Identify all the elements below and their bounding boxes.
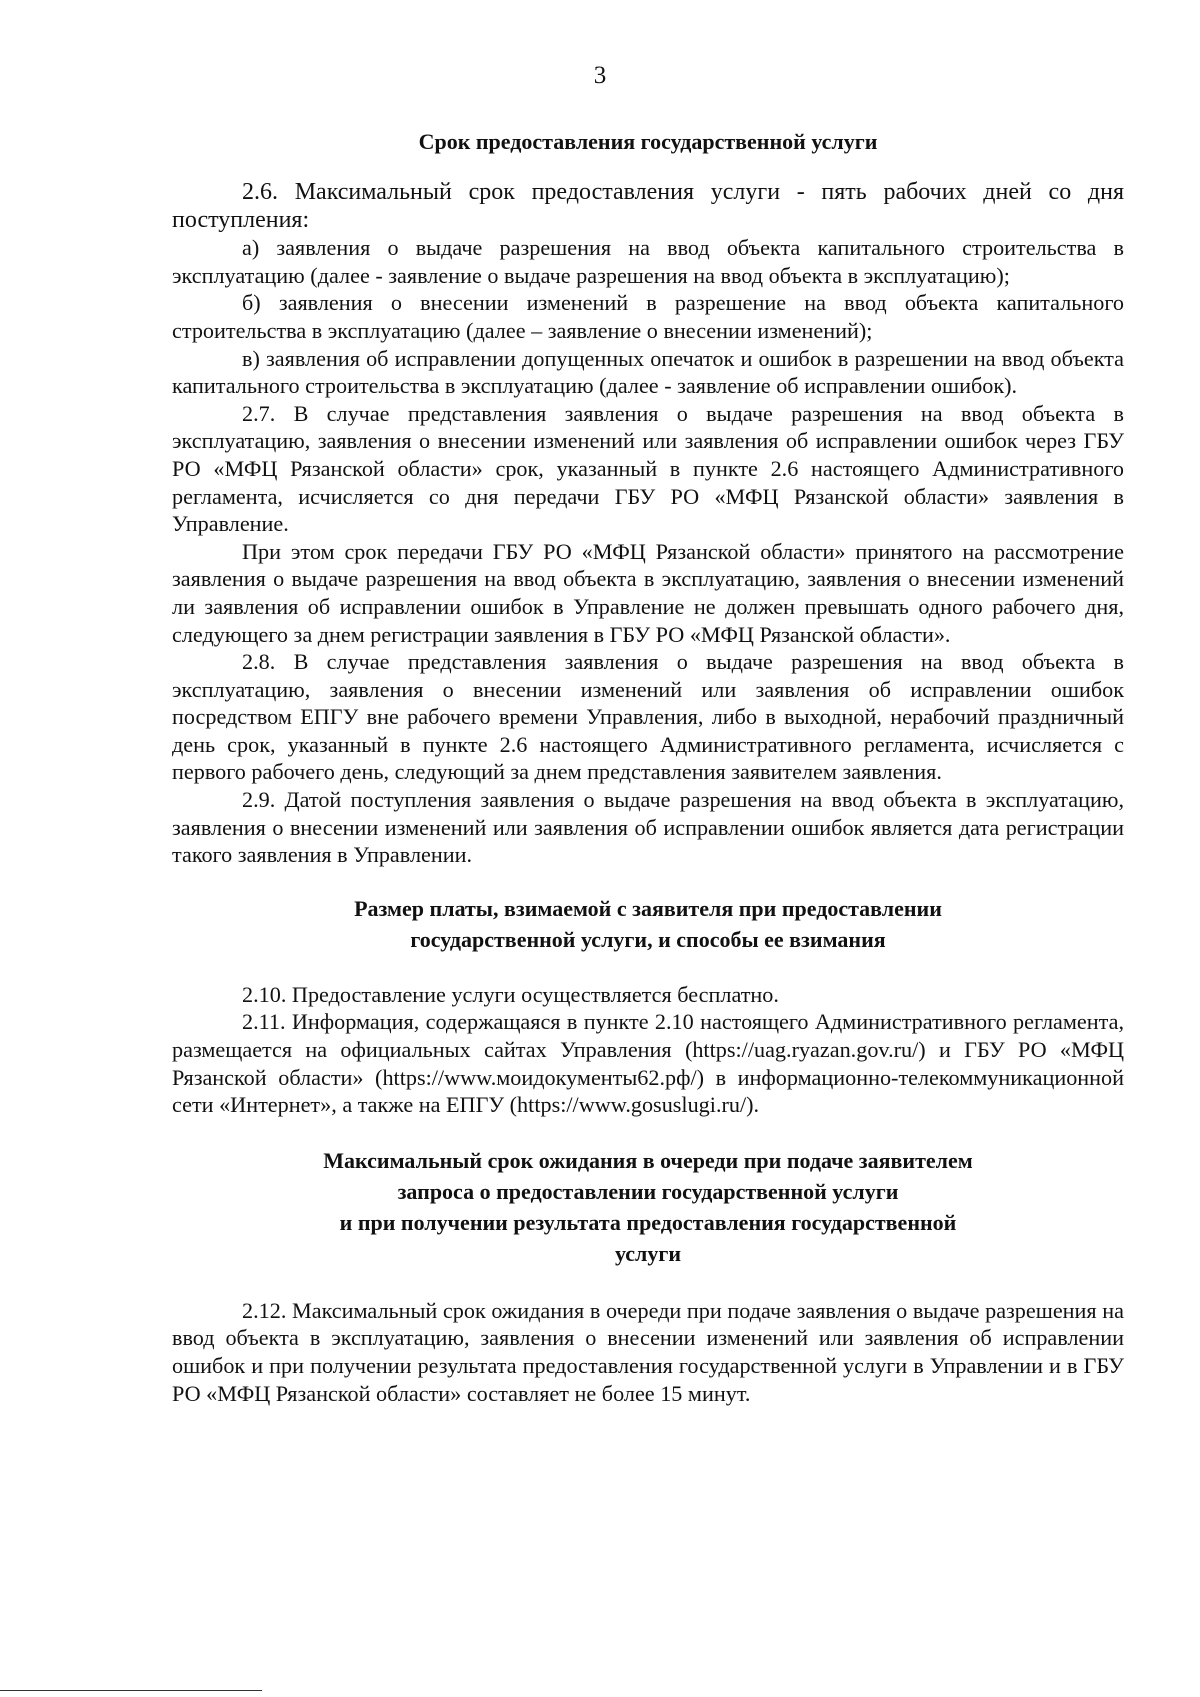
paragraph-2-7: 2.7. В случае представления заявления о выдаче разрешения на ввод объекта в эксплуатацию, заявления о внесении изменений или заявления об исправлении ошибок через ГБУ РО «МФЦ Рязанской области» срок, указанный в пункте 2.6 настоящего Административного регламента, исчисляется со дня передачи ГБУ РО «МФЦ Рязанской области» заявления в Управление.: [172, 400, 1124, 537]
heading-line: услуги: [614, 1240, 682, 1266]
paragraph-2-10: 2.10. Предоставление услуги осуществляется бесплатно.: [242, 981, 779, 1007]
page-number: 3: [593, 62, 607, 89]
document-body: [172, 118, 1124, 1407]
paragraph-2-12: 2.12. Максимальный срок ожидания в очереди при подаче заявления о выдаче разрешения на ввод объекта в эксплуатацию, заявления о внесении изменений или заявления об исправлении ошибок и при получении результата предоставления государственной услуги в Управлении и в ГБУ РО «МФЦ Рязанской области» составляет не более 15 минут.: [172, 1297, 1124, 1406]
paragraph-2-6-b: б) заявления о внесении изменений в разрешение на ввод объекта капитального строительства в эксплуатацию (далее – заявление о внесении изменений);: [172, 290, 1124, 343]
paragraph-2-8: 2.8. В случае представления заявления о выдаче разрешения на ввод объекта в эксплуатацию, заявления о внесении изменений или заявления об исправлении ошибок посредством ЕПГУ вне рабочего времени Управления, либо в выходной, нерабочий праздничный день срок, указанный в пункте 2.6 настоящего Административного регламента, исчисляется с первого рабочего день, следующий за днем представления заявителем заявления.: [172, 649, 1124, 785]
paragraph-2-6: 2.6. Максимальный срок предоставления услуги - пять рабочих дней со дня поступления:: [172, 179, 1124, 233]
heading-line: Размер платы, взимаемой с заявителя при предоставлении: [354, 895, 942, 921]
paragraph-2-9: 2.9. Датой поступления заявления о выдаче разрешения на ввод объекта в эксплуатацию, заявления о внесении изменений или заявления об исправлении ошибок является дата регистрации такого заявления в Управлении.: [172, 787, 1124, 868]
section-heading-term: [172, 126, 1124, 157]
paragraph-2-6-v: в) заявления об исправлении допущенных опечаток и ошибок в разрешении на ввод объекта капитального строительства в эксплуатацию (далее - заявление об исправлении ошибок).: [172, 345, 1124, 399]
paragraph-2-7-cont: При этом срок передачи ГБУ РО «МФЦ Рязанской области» принятого на рассмотрение заявления о выдаче разрешения на ввод объекта в эксплуатацию, заявления о внесении изменений ли заявления об исправлении ошибок в Управление не должен превышать одного рабочего дня, следующего за днем регистрации заявления в ГБУ РО «МФЦ Рязанской области».: [172, 538, 1124, 647]
section-heading-queue: [172, 1145, 1124, 1269]
footer-rule: [0, 1690, 262, 1691]
heading-line: запроса о предоставлении государственной услуги: [397, 1178, 899, 1204]
heading-line: и при получении результата предоставления государственной: [339, 1209, 957, 1235]
paragraph-2-6-a: а) заявления о выдаче разрешения на ввод объекта капитального строительства в эксплуатацию (далее - заявление о выдаче разрешения на ввод объекта в эксплуатацию);: [172, 235, 1124, 288]
section-heading-fee: [172, 893, 1124, 955]
paragraph-2-11: 2.11. Информация, содержащаяся в пункте 2.10 настоящего Административного регламента, размещается на официальных сайтах Управления (https://uag.ryazan.gov.ru/) и ГБУ РО «МФЦ Рязанской области» (https://www.моидокументы62.рф/) в информационно-телекоммуникационной сети «Интернет», а также на ЕПГУ (https://www.gosuslugi.ru/).: [172, 1009, 1124, 1118]
heading-line: Срок предоставления государственной услуги: [418, 129, 878, 154]
heading-line: государственной услуги, и способы ее взимания: [410, 926, 886, 952]
heading-line: Максимальный срок ожидания в очереди при подаче заявителем: [323, 1147, 973, 1173]
